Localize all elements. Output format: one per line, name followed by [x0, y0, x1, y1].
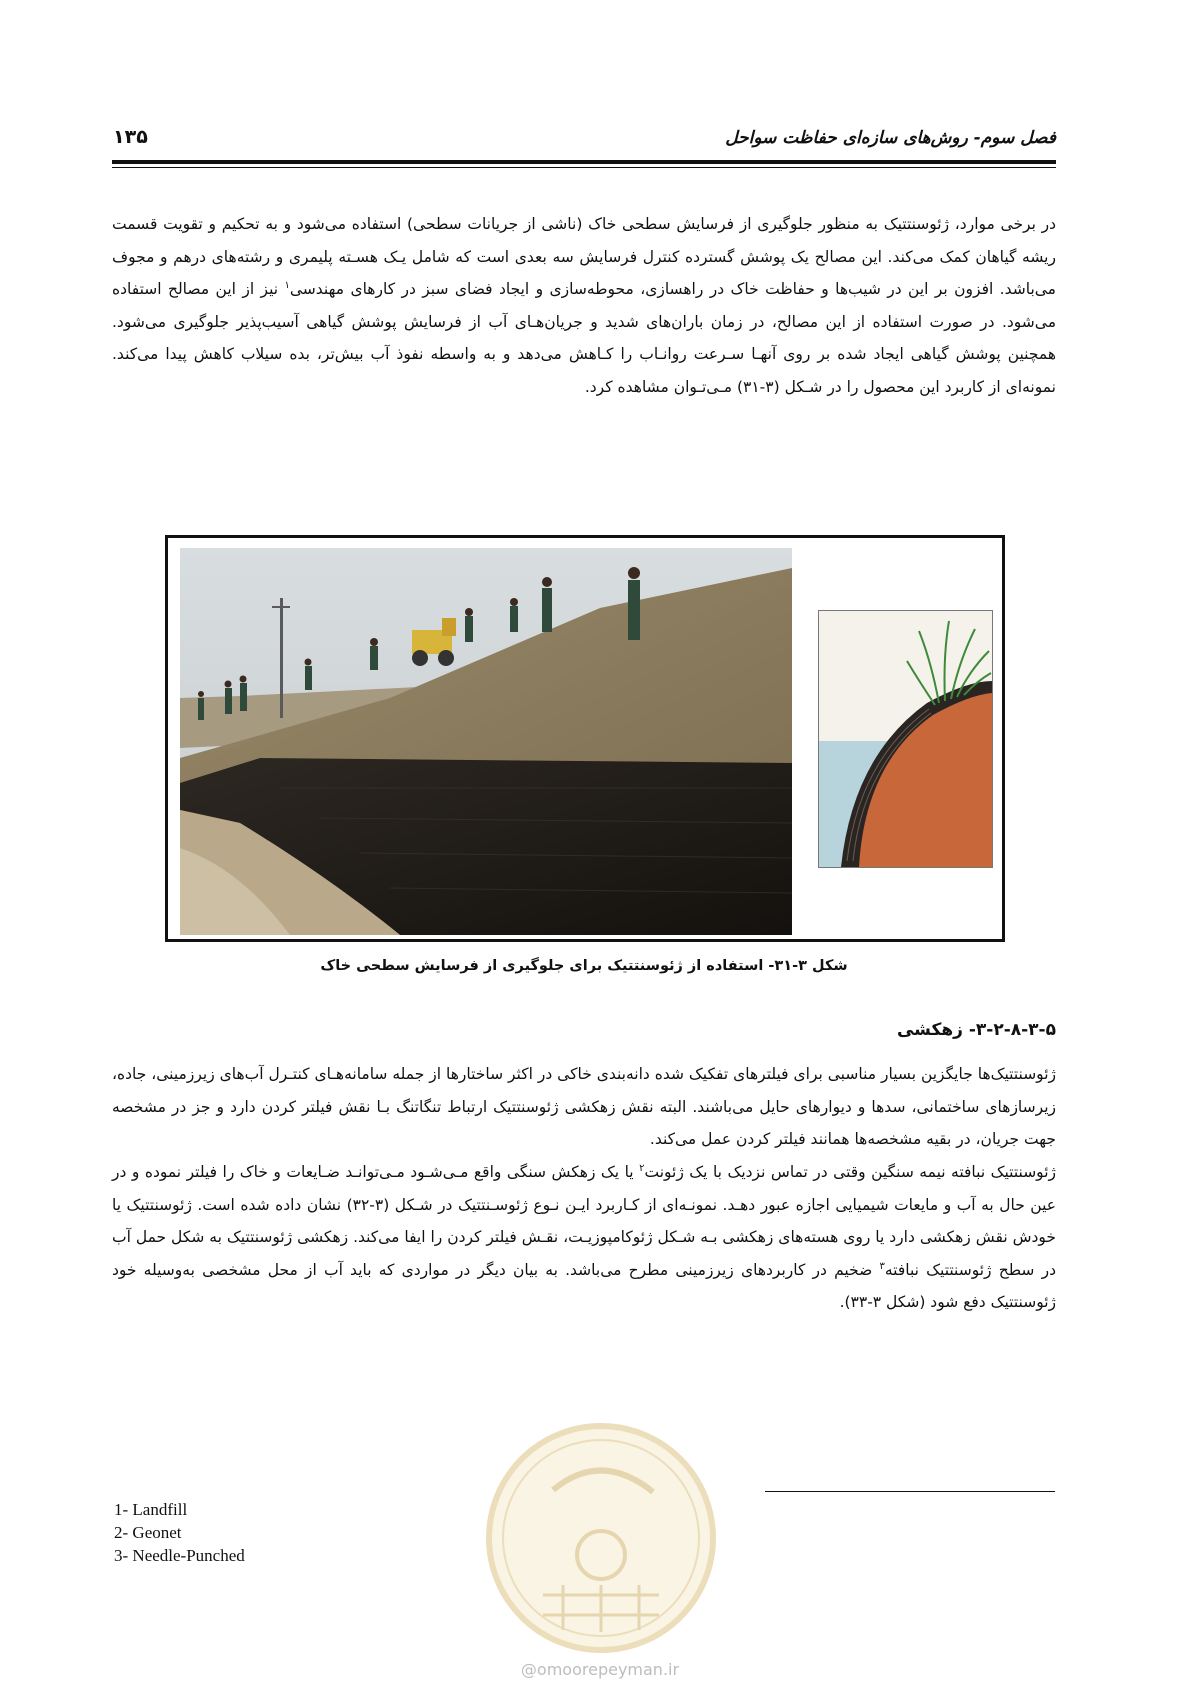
paragraph-3-text-b: یا یک زهکش سنگی واقع مـی‌شـود مـی‌توانـد ضـایعات و خاک را فیلتر نموده و در عین حال به آب و مایعات شیمیایی اجازه عبور دهـد. نمونـه‌ای از کـاربرد ایـن نـوع ژئوسـنتتیک در شـکل (۳-۳۲) نشان داده شده است. ژئوسنتتیک یا خودش نقش زهکشی دارد یا روی هسته‌های زهکشی بـه شـکل ژئوکامپوزیـت، نقـش فیلتر کردن را ایفا می‌کند. زهکشی ژئوسنتتیک به شکل حمل آب در سطح ژئوسنتتیک نبافته	[112, 1163, 1057, 1279]
footnote-1: 1- Landfill	[114, 1500, 188, 1519]
page-number: ۱۳۵	[113, 126, 148, 148]
photo-geosynthetic-installation	[180, 548, 792, 935]
paragraph-1	[112, 208, 1056, 403]
header-rule-thin	[112, 167, 1056, 168]
footnotes	[114, 1498, 245, 1567]
footnote-mark-1: ۱	[284, 279, 290, 291]
section-heading: ۳-۲-۸-۳-۵- زهکشی	[896, 1020, 1056, 1040]
paragraph-3-text-a: ژئوسنتتیک نبافته نیمه سنگین وقتی در تماس نزدیک با یک ژئونت	[644, 1163, 1056, 1181]
figure-caption: شکل ۳-۳۱- استفاده از ژئوسنتتیک برای جلوگیری از فرسایش سطحی خاک	[320, 958, 848, 974]
footnote-mark-3: ۳	[879, 1260, 885, 1272]
footnote-mark-2: ۲	[639, 1162, 645, 1174]
watermark-seal	[483, 1420, 719, 1656]
paragraph-3	[112, 1156, 1056, 1319]
figure-frame	[165, 535, 1005, 942]
chapter-title: فصل سوم- روش‌های سازه‌ای حفاظت سواحل	[725, 128, 1056, 148]
footnote-2: 2- Geonet	[114, 1523, 182, 1542]
paragraph-1-text-b: نیز از این مصالح استفاده می‌شود. در صورت استفاده از این مصالح، در زمان باران‌های شدید و جریان‌هـای آب از فرسایش پوشش گیاهی آسیب‌پذیر جلوگیری می‌شود. همچنین پوشش گیاهی ایجاد شده بر روی آنهـا سـرعت روانـاب را کـاهش می‌دهد و به واسطه نفوذ آب بیش‌تر، بده سیلاب کاهش پیدا می‌کند. نمونه‌ای از کاربرد این محصول را در شـکل (۳-۳۱) مـی‌تـوان مشاهده کرد.	[112, 280, 1056, 396]
header-rule-thick	[112, 160, 1056, 164]
footnote-rule	[765, 1491, 1055, 1492]
paragraph-2: ژئوسنتتیک‌ها جایگزین بسیار مناسبی برای فیلترهای تفکیک شده دانه‌بندی خاکی در اکثر ساختارها از جمله سامانه‌هـای کنتـرل آب‌های زیرزمینی، جاده، زیرسازهای ساختمانی، سدها و دیوارهای حایل می‌باشند. البته نقش زهکشی ژئوسنتتیک ارتباط تنگاتنگ بـا نقش فیلتر کردن دارد و جز در مشخصه جهت جریان، در بقیه مشخصه‌ها همانند فیلتر کردن عمل می‌کند.	[112, 1065, 1056, 1148]
footnote-3: 3- Needle-Punched	[114, 1546, 245, 1565]
watermark-url: @omoorepeyman.ir	[520, 1660, 680, 1679]
inset-mat-cross-section	[818, 610, 993, 868]
paragraph-1-text-a: در برخی موارد، ژئوسنتتیک به منظور جلوگیری از فرسایش سطحی خاک (ناشی از جریانات سطحی) استفاده می‌شود و به تحکیم و تقویت قسمت ریشه گیاهان کمک می‌کند. این مصالح یک پوشش گسترده کنترل فرسایش سه بعدی است که شامل یـک هسـته پلیمری و رشته‌های درهم و مجوف می‌باشد. افزون بر این در شیب‌ها و حفاظت خاک در راهسازی، محوطه‌سازی و ایجاد فضای سبز در کارهای مهندسی	[112, 215, 1056, 298]
paragraph-3-text-c: ضخیم در کاربردهای زیرزمینی مطرح می‌باشد. به بیان دیگر در مواردی که باید آب از محل مشخصی به‌وسیله خود ژئوسنتتیک دفع شود (شکل ۳-۳۳).	[112, 1260, 1056, 1311]
